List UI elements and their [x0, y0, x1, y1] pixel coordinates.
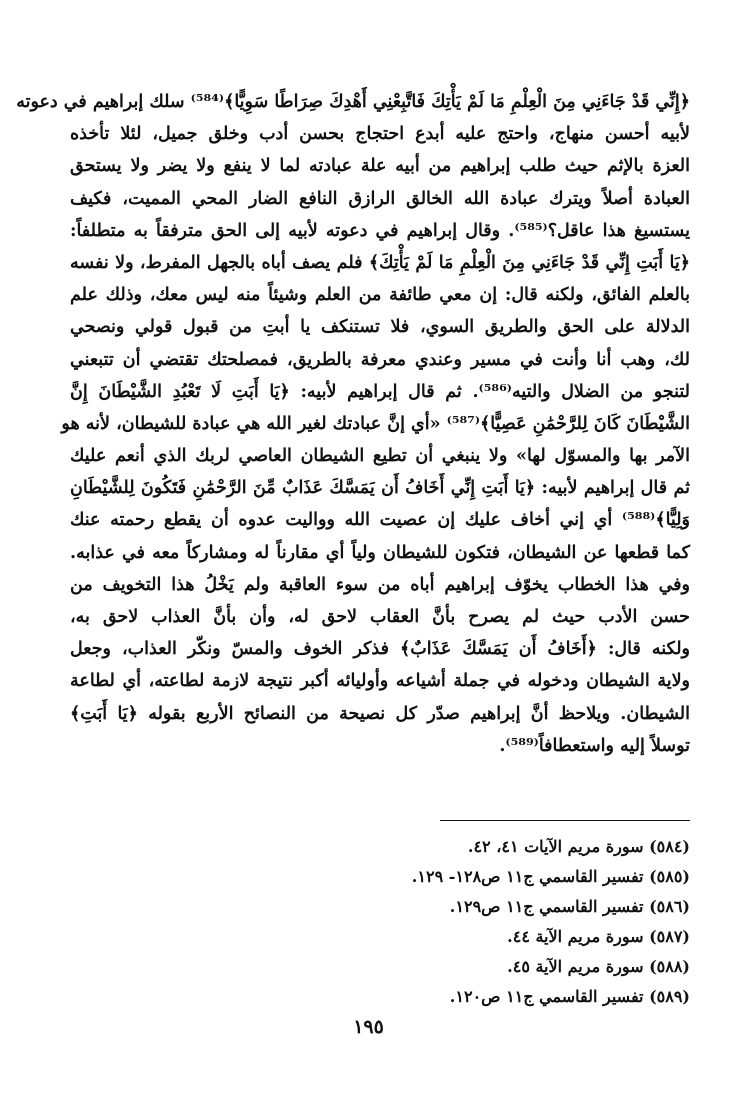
body-line: لأبيه أحسن منهاج، واحتج عليه أبدع احتجاج بحسن أدب وخلق جميل، لئلا تأخذه: [70, 124, 690, 145]
body-line: الدلالة على الحق والطريق السوي، فلا تستنكف يا أبتِ من قبول قولي ونصحي: [70, 317, 690, 338]
footnote-separator: [440, 820, 690, 821]
body-line: ولكنه قال: ﴿أَخَافُ أَن يَمَسَّكَ عَذَابٌ﴾ فذكر الخوف والمسّ ونكّر العذاب، وجعل: [70, 639, 690, 660]
footnote: (٥٨٦) تفسير القاسمي ج١١ ص١٢٩.: [449, 897, 690, 916]
body-line: ﴿يَا أَبَتِ إِنِّي قَدْ جَاءَنِي مِنَ الْعِلْمِ مَا لَمْ يَأْتِكَ﴾ فلم يصف أباه بالجهل المفرط، ولا نفسه: [70, 252, 690, 273]
body-line: وَلِيًّا﴾⁽⁵⁸⁸⁾ أي إني أخاف عليك إن عصيت الله وواليت عدوه أن يقطع رحمته عنك: [70, 510, 690, 531]
footnote: (٥٨٤) سورة مريم الآيات ٤١، ٤٢.: [467, 837, 690, 856]
footnote: (٥٨٩) تفسير القاسمي ج١١ ص١٢٠.: [449, 987, 690, 1006]
body-line: لتنجو من الضلال والتيه⁽⁵⁸⁶⁾. ثم قال إبراهيم لأبيه: ﴿يَا أَبَتِ لَا تَعْبُدِ الشَّيْطَانَ إِنَّ: [70, 381, 691, 402]
body-line: كما قطعها عن الشيطان، فتكون للشيطان ولياً أي مقارناً له ومشاركاً معه في عذابه.: [70, 542, 690, 563]
page-number: ١٩٥: [353, 1016, 384, 1038]
body-text: [16, 86, 691, 762]
body-line: توسلاً إليه واستعطافاً⁽⁵⁸⁹⁾.: [499, 735, 690, 756]
footnote: (٥٨٧) سورة مريم الآية ٤٤.: [507, 927, 690, 946]
footnotes: [70, 832, 690, 1012]
body-line: يستسيغ هذا عاقل؟⁽⁵⁸⁵⁾. وقال إبراهيم في دعوته لأبيه إلى الحق مترفقاً به متطلفاً:: [70, 220, 690, 241]
body-line: ولاية الشيطان ودخوله في جملة أشياعه وأوليائه أكبر نتيجة لازمة لطاعته، أي لطاعة: [70, 671, 690, 692]
body-line: ﴿إِنِّي قَدْ جَاءَنِي مِنَ الْعِلْمِ مَا لَمْ يَأْتِكَ فَاتَّبِعْنِي أَهْدِكَ صِرَاطًا سَوِيًّا﴾⁽⁵⁸⁴⁾ سلك إبراهيم في دعوته: [16, 92, 690, 112]
body-line: العبادة أصلاً ويترك عبادة الله الخالق الرازق النافع الضار المحي المميت، فكيف: [70, 188, 690, 209]
footnote: (٥٨٥) تفسير القاسمي ج١١ ص١٢٨- ١٢٩.: [411, 867, 690, 886]
body-line: ثم قال إبراهيم لأبيه: ﴿يَا أَبَتِ إِنِّي أَخَافُ أَن يَمَسَّكَ عَذَابٌ مِّنَ الرَّحْمَٰنِ فَتَكُونَ لِلشَّيْطَانِ: [70, 478, 690, 499]
body-line: العزة بالإثم حيث طلب إبراهيم من أبيه علة عبادته لما لا ينفع ولا يضر ولا يستحق: [70, 156, 690, 177]
body-line: بالعلم الفائق، ولكنه قال: إن معي طائفة من العلم وشيئاً منه ليس معك، وذلك علم: [70, 285, 690, 306]
body-line: لك، وهب أنا وأنت في مسير وعندي معرفة بالطريق، فمصلحتك تقتضي أن تتبعني: [70, 349, 690, 370]
body-line: حسن الأدب حيث لم يصرح بأنَّ العقاب لاحق له، وأن بأنَّ العذاب لاحق به،: [70, 607, 690, 627]
body-line: الشيطان. ويلاحظ أنَّ إبراهيم صدّر كل نصيحة من النصائح الأربع بقوله ﴿يَا أَبَتِ﴾: [70, 703, 690, 724]
footnote: (٥٨٨) سورة مريم الآية ٤٥.: [507, 957, 690, 976]
body-line: الشَّيْطَانَ كَانَ لِلرَّحْمَٰنِ عَصِيًّا﴾⁽⁵⁸⁷⁾ «أي إنَّ عبادتك لغير الله هي عبادة للشيطان، لأنه هو: [61, 413, 690, 434]
body-line: الآمر بها والمسوّل لها» ولا ينبغي أن تطيع الشيطان العاصي لربك الذي أنعم عليك: [70, 446, 690, 467]
body-line: وفي هذا الخطاب يخوّف إبراهيم أباه من سوء العاقبة ولم يَخْلُ هذا التخويف من: [70, 574, 690, 595]
